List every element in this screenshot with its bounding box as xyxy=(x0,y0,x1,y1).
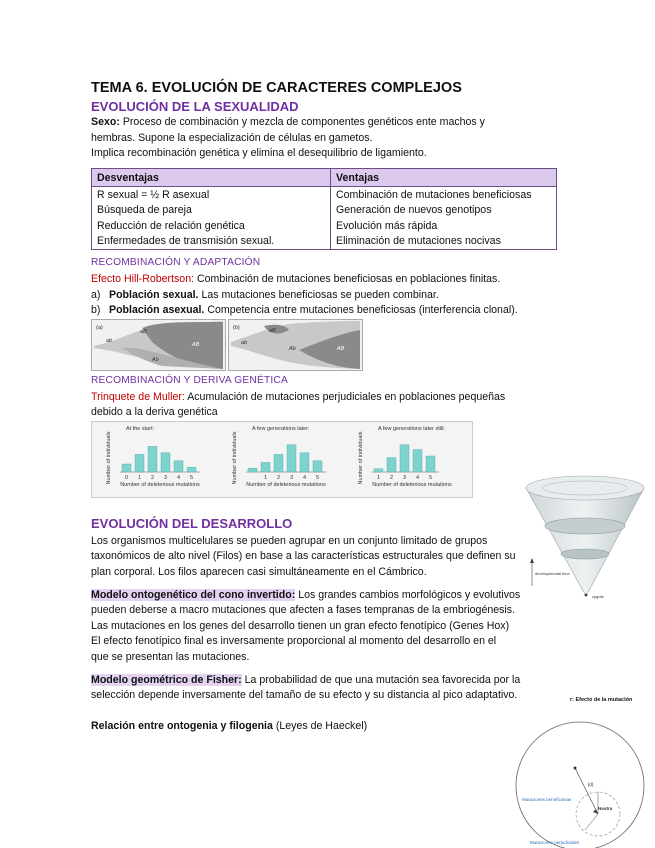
histogram-panel xyxy=(232,426,326,488)
panel-label: (a) xyxy=(96,325,103,331)
muller-line-2: debido a la deriva genética xyxy=(91,406,218,418)
sexo-label: Sexo: xyxy=(91,116,120,128)
fisher-line-2: selección depende inversamente del tamaño de su efecto y su distancia al pico adaptativo. xyxy=(91,689,518,701)
histogram-title: At the start: xyxy=(126,426,155,432)
histogram-bar xyxy=(313,461,322,472)
histogram-bar xyxy=(122,464,131,472)
table-row xyxy=(92,218,557,234)
muller-histograms-figure xyxy=(91,421,473,498)
item-b-marker: b) xyxy=(91,304,101,316)
item-b-text: Competencia entre mutaciones beneficiosas (interferencia clonal). xyxy=(207,304,518,316)
histogram-bar xyxy=(261,462,270,472)
table-cell: Búsqueda de pareja xyxy=(92,203,331,219)
histogram-xlabel: Number of deleterious mutations xyxy=(120,482,200,488)
haeckel-bold: Relación entre ontogenia y filogenia xyxy=(91,720,273,732)
hill-robertson-text: Combinación de mutaciones beneficiosas en poblaciones finitas. xyxy=(197,273,501,285)
histogram-bar xyxy=(300,453,309,472)
hill-robertson-figure-b xyxy=(228,319,363,371)
table-cell: Combinación de mutaciones beneficiosas xyxy=(331,187,557,203)
histogram-tick-label: 3 xyxy=(163,475,168,481)
histogram-panel xyxy=(106,426,200,488)
fisher-neutral-label: Neutra xyxy=(598,806,613,811)
sexo-text-1: Proceso de combinación y mezcla de componentes genéticos ente machos y xyxy=(122,116,485,128)
muller-histograms-svg xyxy=(92,422,472,497)
section-heading-desarrollo: EVOLUCIÓN DEL DESARROLLO xyxy=(91,516,293,531)
sexo-line-2: hembras. Supone la especialización de células en gametos. xyxy=(91,132,373,144)
histogram-bar xyxy=(174,461,183,472)
genotype-label: ab xyxy=(241,340,248,346)
histogram-bar xyxy=(274,454,283,472)
cono-text-1: Los grandes cambios morfológicos y evolutivos xyxy=(298,589,521,601)
haeckel-text: (Leyes de Haeckel) xyxy=(275,720,368,732)
cono-model-label: Modelo ontogenético del cono invertido: xyxy=(91,589,296,601)
fisher-beneficial-label: Mutaciones beneficiosas xyxy=(522,797,572,802)
histogram-bar xyxy=(413,450,422,472)
fisher-harmful-label: Mutaciones perjudiciales xyxy=(530,840,580,845)
histogram-bar xyxy=(161,453,170,472)
histogram-bar xyxy=(135,454,144,472)
muller-term: Trinquete de Muller: xyxy=(91,391,185,403)
fisher-figure-title: r: Efecto de la mutación xyxy=(570,697,633,703)
histogram-tick-label: 5 xyxy=(315,475,320,481)
histogram-xlabel: Number of deleterious mutations xyxy=(372,482,452,488)
figure-a-svg xyxy=(92,320,225,370)
histogram-tick-label: 5 xyxy=(428,475,433,481)
histogram-bar xyxy=(248,468,257,472)
histogram-tick-label: 0 xyxy=(124,475,129,481)
page-title: TEMA 6. EVOLUCIÓN DE CARACTERES COMPLEJOS xyxy=(91,80,462,96)
histogram-panel xyxy=(358,426,452,488)
histogram-tick-label: 1 xyxy=(137,475,142,481)
hill-robertson-figure-a xyxy=(91,319,226,371)
genotype-label: aB xyxy=(140,329,147,335)
histogram-bar xyxy=(187,467,196,472)
filos-line-1: Los organismos multicelulares se pueden agrupar en un conjunto limitado de grupos xyxy=(91,535,488,547)
histogram-ylabel: Number of individuals xyxy=(232,431,238,485)
section-heading-recomb-deriva: RECOMBINACIÓN Y DERIVA GENÉTICA xyxy=(91,375,288,386)
filos-line-3: plan corporal. Los filos aparecen casi simultáneamente en el Cámbrico. xyxy=(91,566,427,578)
histogram-bar xyxy=(287,445,296,472)
item-a-text: Las mutaciones beneficiosas se pueden combinar. xyxy=(201,289,439,301)
histogram-bar xyxy=(387,458,396,472)
histogram-tick-label: 1 xyxy=(376,475,381,481)
table-cell: Generación de nuevos genotipos xyxy=(331,203,557,219)
histogram-tick-label: 1 xyxy=(263,475,268,481)
cono-line-2: pueden deberse a macro mutaciones que afecten a fases tempranas de la embriogénesis. xyxy=(91,604,516,616)
section-heading-sexualidad: EVOLUCIÓN DE LA SEXUALIDAD xyxy=(91,99,299,114)
hill-robertson-term: Efecto Hill-Robertson: xyxy=(91,273,195,285)
cono-line-4: El efecto fenotípico final es inversamente proporcional al momento del desarrollo en el xyxy=(91,635,497,647)
histogram-bar xyxy=(400,445,409,472)
table-row xyxy=(92,203,557,219)
histogram-title: A few generations later: xyxy=(252,426,310,432)
table-cell: Eliminación de mutaciones nocivas xyxy=(331,234,557,250)
table-cell: Evolución más rápida xyxy=(331,218,557,234)
item-a-bold: Población sexual. xyxy=(109,289,199,301)
genotype-label: Ab xyxy=(289,346,296,352)
histogram-tick-label: 2 xyxy=(276,475,281,481)
fisher-d-label: [d] xyxy=(588,782,594,787)
sexo-line-3: Implica recombinación genética y elimina el desequilibrio de ligamiento. xyxy=(91,147,427,159)
sexo-line-1 xyxy=(91,115,485,131)
table-header-desventajas: Desventajas xyxy=(92,169,331,187)
histogram-bar xyxy=(374,469,383,472)
genotype-label: AB xyxy=(192,342,200,348)
inverted-cone-figure xyxy=(520,468,650,604)
genotype-label: ab xyxy=(106,338,113,344)
haeckel-line xyxy=(91,719,367,735)
muller-text-1: Acumulación de mutaciones perjudiciales en poblaciones pequeñas xyxy=(187,391,506,403)
muller-line-1 xyxy=(91,390,505,406)
histogram-tick-label: 2 xyxy=(150,475,155,481)
table-row xyxy=(92,187,557,203)
fisher-model-label: Modelo geométrico de Fisher: xyxy=(91,674,242,686)
genotype-label: aB xyxy=(269,328,276,334)
genotype-label: AB xyxy=(337,346,345,352)
cone-zygote-label: zygote xyxy=(592,594,604,599)
table-header-ventajas: Ventajas xyxy=(331,169,557,187)
hill-robertson-line xyxy=(91,272,500,288)
histogram-xlabel: Number of deleterious mutations xyxy=(246,482,326,488)
item-b xyxy=(91,303,518,319)
histogram-tick-label: 4 xyxy=(302,475,307,481)
table-row xyxy=(92,234,557,250)
fisher-text-1: La probabilidad de que una mutación sea favorecida por la xyxy=(244,674,521,686)
panel-label: (b) xyxy=(233,325,240,331)
histogram-tick-label: 3 xyxy=(402,475,407,481)
histogram-ylabel: Number of individuals xyxy=(106,431,112,485)
histogram-tick-label: 4 xyxy=(176,475,181,481)
fisher-line-1 xyxy=(91,673,520,689)
ventajas-desventajas-table xyxy=(91,168,557,250)
histogram-title: A few generations later still: xyxy=(378,426,445,432)
histogram-ylabel: Number of individuals xyxy=(358,431,364,485)
histogram-tick-label: 2 xyxy=(389,475,394,481)
histogram-tick-label: 3 xyxy=(289,475,294,481)
section-heading-recomb-adapt: RECOMBINACIÓN Y ADAPTACIÓN xyxy=(91,257,261,268)
cone-time-label: developmental time xyxy=(535,571,570,576)
histogram-tick-label: 5 xyxy=(189,475,194,481)
fisher-geometric-figure xyxy=(510,706,650,848)
filos-line-2: taxonómicos de alto nivel (Filos) en base a las características estructurales que definen su xyxy=(91,550,516,562)
table-header-row xyxy=(92,169,557,187)
item-b-bold: Población asexual. xyxy=(109,304,205,316)
figure-b-svg xyxy=(229,320,362,370)
cono-line-1 xyxy=(91,588,520,604)
table-cell: R sexual = ½ R asexual xyxy=(92,187,331,203)
genotype-label: Ab xyxy=(152,357,159,363)
item-a xyxy=(91,288,439,304)
table-cell: Enfermedades de transmisión sexual. xyxy=(92,234,331,250)
histogram-tick-label: 4 xyxy=(415,475,420,481)
table-cell: Reducción de relación genética xyxy=(92,218,331,234)
cono-line-3: Las mutaciones en los genes del desarrollo tienen un gran efecto fenotípico (Genes Hox) xyxy=(91,620,510,632)
item-a-marker: a) xyxy=(91,289,101,301)
histogram-bar xyxy=(426,456,435,472)
histogram-bar xyxy=(148,446,157,472)
cono-line-5: que se presentan las mutaciones. xyxy=(91,651,250,663)
